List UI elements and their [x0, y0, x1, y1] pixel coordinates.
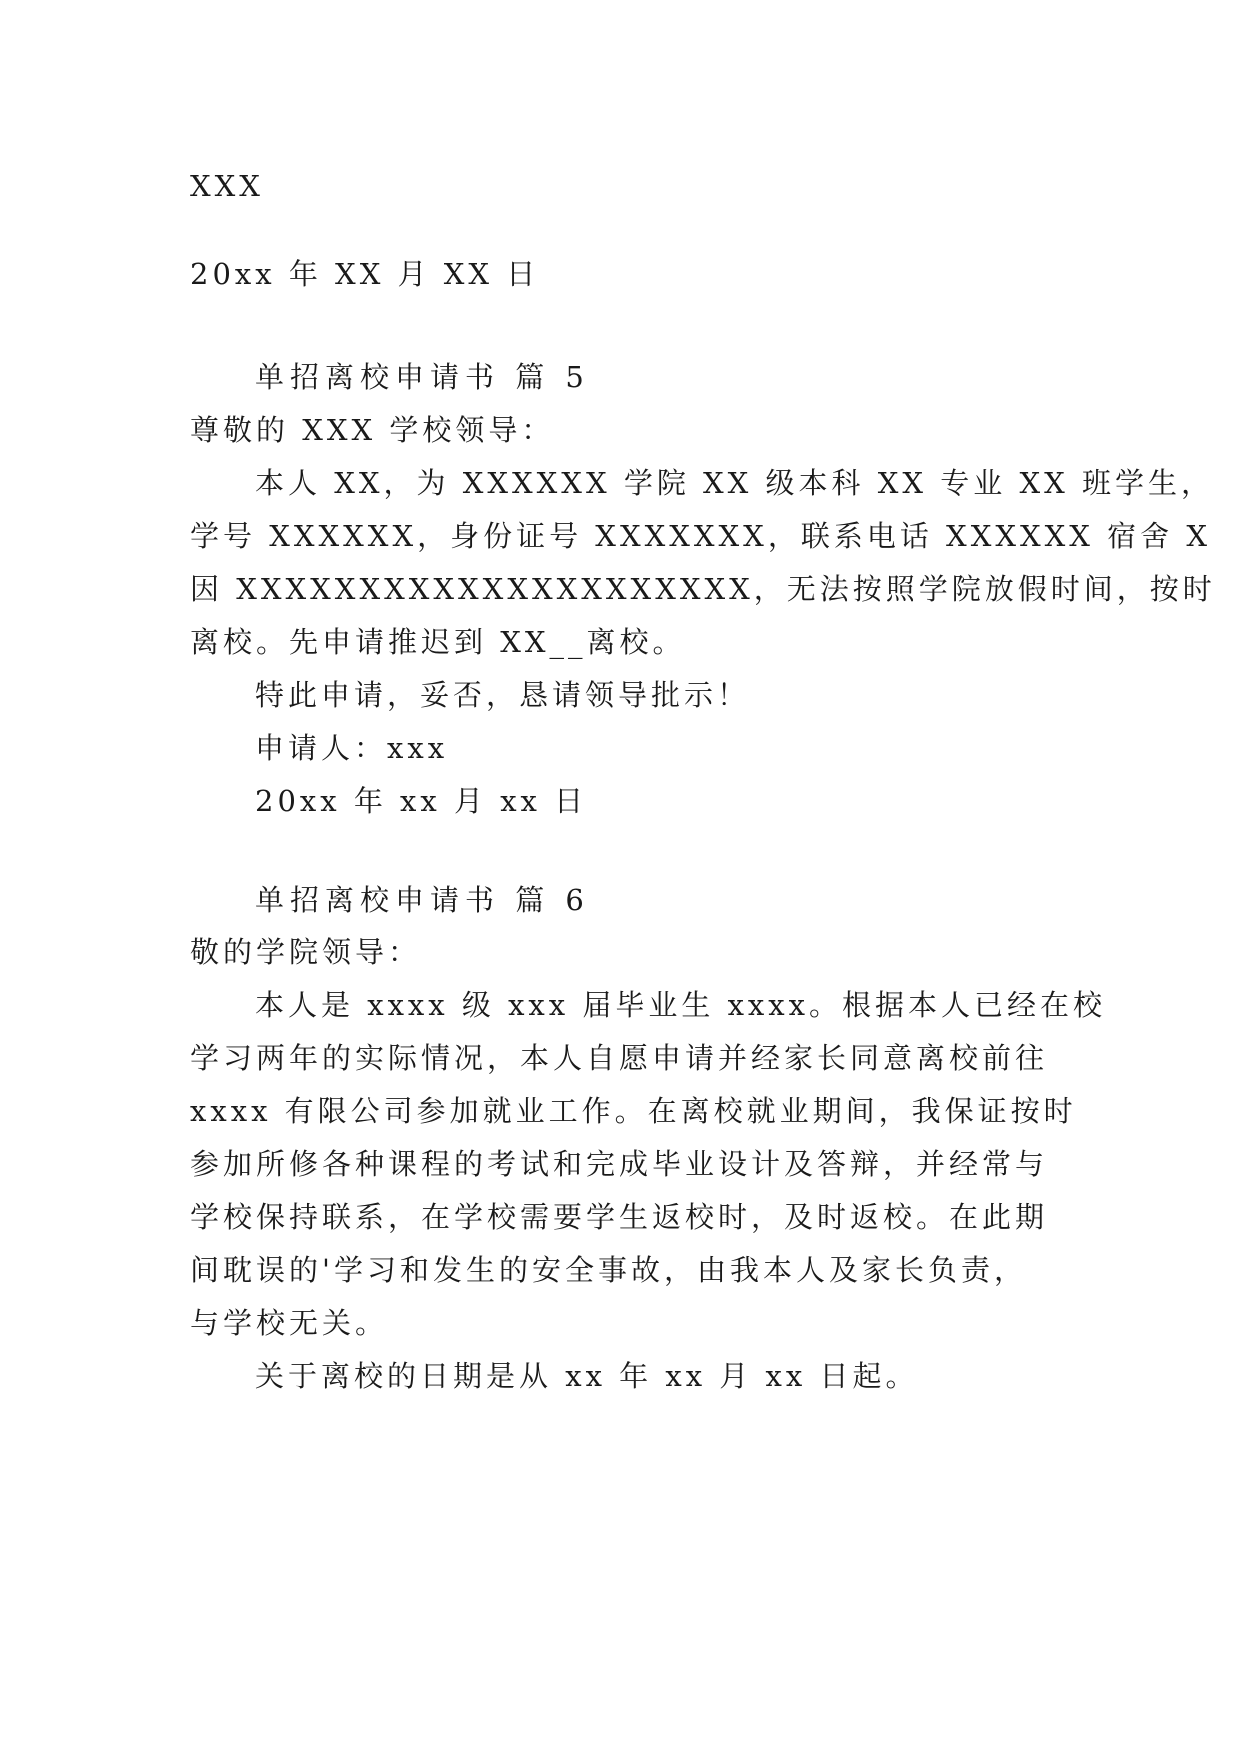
signature-date: 20xx 年 XX 月 XX 日: [190, 257, 540, 291]
section-6-heading: 单招离校申请书 篇 6: [255, 883, 590, 917]
section-5-date: 20xx 年 xx 月 xx 日: [255, 784, 588, 818]
section-6-body-line: 参加所修各种课程的考试和完成毕业设计及答辩，并经常与: [190, 1147, 1049, 1181]
section-5-body-line: 学号 XXXXXX，身份证号 XXXXXXX，联系电话 XXXXXX 宿舍 X: [190, 519, 1212, 553]
section-5-salutation: 尊敬的 XXX 学校领导：: [190, 413, 555, 447]
section-6-body-line: 间耽误的'学习和发生的安全事故，由我本人及家长负责，: [190, 1253, 1027, 1287]
section-5-body-line: 因 XXXXXXXXXXXXXXXXXXXXX，无法按照学院放假时间，按时: [190, 572, 1216, 606]
section-5-body-line: 本人 XX，为 XXXXXX 学院 XX 级本科 XX 专业 XX 班学生，: [255, 466, 1215, 500]
section-5-closing: 特此申请，妥否，恳请领导批示！: [255, 678, 751, 712]
section-6-body-line: 学习两年的实际情况，本人自愿申请并经家长同意离校前往: [190, 1041, 1049, 1075]
section-6-date-line: 关于离校的日期是从 xx 年 xx 月 xx 日起。: [255, 1359, 919, 1393]
section-5-heading: 单招离校申请书 篇 5: [255, 360, 590, 394]
section-6-body-line: 本人是 xxxx 级 xxx 届毕业生 xxxx。根据本人已经在校: [255, 988, 1106, 1022]
section-5-applicant: 申请人：xxx: [255, 731, 449, 765]
section-6-body-line: xxxx 有限公司参加就业工作。在离校就业期间，我保证按时: [190, 1094, 1077, 1128]
signer-name: XXX: [190, 169, 264, 203]
section-5-body-line: 离校。先申请推迟到 XX__离校。: [190, 625, 686, 659]
section-6-salutation: 敬的学院领导：: [190, 935, 422, 969]
section-6-body-line: 学校保持联系，在学校需要学生返校时，及时返校。在此期: [190, 1200, 1049, 1234]
section-6-body-line: 与学校无关。: [190, 1306, 389, 1340]
